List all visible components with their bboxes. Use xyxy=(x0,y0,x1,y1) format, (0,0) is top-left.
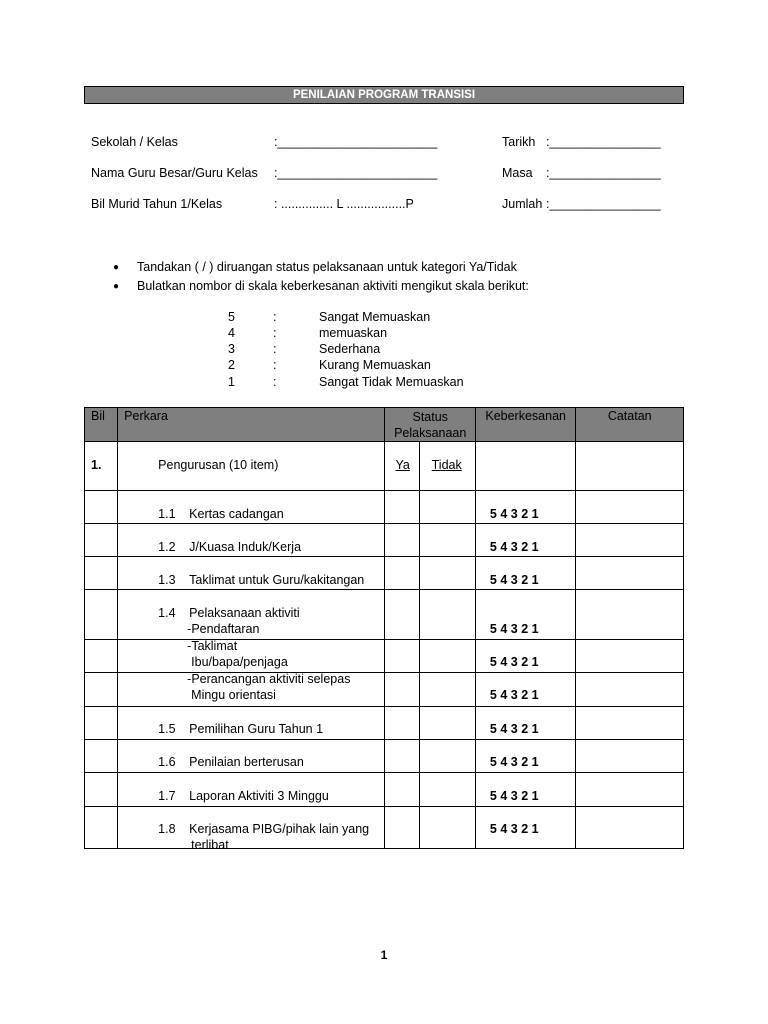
murid-label: Bil Murid Tahun 1/Kelas xyxy=(91,197,223,211)
guru-field[interactable]: :_______________________ xyxy=(274,166,438,180)
catatan-cell[interactable] xyxy=(576,707,684,740)
tidak-cell[interactable] xyxy=(419,590,475,640)
tidak-cell[interactable] xyxy=(419,524,475,557)
header-perkara: Perkara xyxy=(118,408,385,442)
table-row: 1.2 J/Kuasa Induk/Kerja 5 4 3 2 1 xyxy=(85,524,684,557)
catatan-cell[interactable] xyxy=(576,740,684,773)
page-number: 1 xyxy=(380,948,388,962)
tidak-cell[interactable] xyxy=(419,807,475,849)
scale-num: 2 xyxy=(228,358,235,372)
ya-header: Ya xyxy=(395,458,410,472)
bullet-icon: ● xyxy=(113,262,120,273)
ya-cell[interactable] xyxy=(385,557,419,590)
table-header-row xyxy=(85,408,684,442)
tidak-cell[interactable] xyxy=(419,557,475,590)
tidak-cell[interactable] xyxy=(419,491,475,524)
scale-num: 5 xyxy=(228,310,235,324)
tidak-cell[interactable] xyxy=(419,773,475,807)
rating-scale[interactable]: 5 4 3 2 1 xyxy=(489,688,539,702)
tidak-cell[interactable] xyxy=(419,640,475,673)
table-row: 1.8 Kerjasama PIBG/pihak lain yang terlibat 5 4 3 2 1 xyxy=(85,807,684,849)
table-row: -Taklimat Ibu/bapa/penjaga 5 4 3 2 1 xyxy=(85,640,684,673)
scale-sep: : xyxy=(273,326,277,340)
rating-scale[interactable]: 5 4 3 2 1 xyxy=(489,507,539,521)
scale-sep: : xyxy=(273,358,277,372)
ya-cell[interactable] xyxy=(385,640,419,673)
scale-sep: : xyxy=(273,342,277,356)
scale-label: Kurang Memuaskan xyxy=(319,358,431,372)
catatan-cell[interactable] xyxy=(576,557,684,590)
scale-num: 4 xyxy=(228,326,235,340)
scale-label: Sangat Tidak Memuaskan xyxy=(319,375,464,389)
section-title: Pengurusan (10 item) xyxy=(158,458,279,472)
ya-cell[interactable] xyxy=(385,491,419,524)
form-title: PENILAIAN PROGRAM TRANSISI xyxy=(84,86,684,104)
tidak-cell[interactable] xyxy=(419,740,475,773)
catatan-cell[interactable] xyxy=(576,807,684,849)
tarikh-field[interactable]: :________________ xyxy=(546,135,661,149)
catatan-cell[interactable] xyxy=(576,590,684,640)
ya-cell[interactable] xyxy=(385,590,419,640)
ya-cell[interactable] xyxy=(385,807,419,849)
scale-num: 1 xyxy=(228,375,235,389)
bullet-icon: ● xyxy=(113,281,120,292)
catatan-cell[interactable] xyxy=(576,524,684,557)
catatan-cell[interactable] xyxy=(576,773,684,807)
rating-scale[interactable]: 5 4 3 2 1 xyxy=(489,622,539,636)
rating-scale[interactable]: 5 4 3 2 1 xyxy=(489,722,539,736)
ya-cell[interactable] xyxy=(385,740,419,773)
header-status: Status Pelaksanaan xyxy=(385,408,475,442)
ya-cell[interactable] xyxy=(385,673,419,707)
guru-label: Nama Guru Besar/Guru Kelas xyxy=(91,166,258,180)
tidak-cell[interactable] xyxy=(419,673,475,707)
table-row xyxy=(85,442,684,491)
jumlah-label: Jumlah xyxy=(502,197,543,211)
murid-field[interactable]: : ............... L .................P xyxy=(274,197,414,211)
table-row: 1.1 Kertas cadangan 5 4 3 2 1 xyxy=(85,491,684,524)
sekolah-field[interactable]: :_______________________ xyxy=(274,135,438,149)
rating-scale[interactable]: 5 4 3 2 1 xyxy=(489,789,539,803)
sekolah-label: Sekolah / Kelas xyxy=(91,135,178,149)
scale-label: Sederhana xyxy=(319,342,381,356)
rating-scale[interactable]: 5 4 3 2 1 xyxy=(489,573,539,587)
scale-label: Sangat Memuaskan xyxy=(319,310,431,324)
catatan-cell[interactable] xyxy=(576,491,684,524)
rating-scale[interactable]: 5 4 3 2 1 xyxy=(489,655,539,669)
masa-field[interactable]: :________________ xyxy=(546,166,661,180)
section-number: 1. xyxy=(91,458,102,472)
scale-sep: : xyxy=(273,310,277,324)
header-bil: Bil xyxy=(85,408,118,442)
table-row: 1.6 Penilaian berterusan 5 4 3 2 1 xyxy=(85,740,684,773)
masa-label: Masa xyxy=(502,166,533,180)
header-catatan: Catatan xyxy=(576,408,684,442)
table-row: -Perancangan aktiviti selepas Mingu orientasi 5 4 3 2 1 xyxy=(85,673,684,707)
catatan-cell[interactable] xyxy=(576,673,684,707)
catatan-cell[interactable] xyxy=(576,640,684,673)
table-row: 1.4 Pelaksanaan aktiviti -Pendaftaran 5 4 3 2 1 xyxy=(85,590,684,640)
ya-cell[interactable] xyxy=(385,524,419,557)
table-row: 1.3 Taklimat untuk Guru/kakitangan 5 4 3 2 1 xyxy=(85,557,684,590)
ya-cell[interactable] xyxy=(385,707,419,740)
table-row: 1.7 Laporan Aktiviti 3 Minggu 5 4 3 2 1 xyxy=(85,773,684,807)
tidak-header: Tidak xyxy=(431,458,462,472)
instruction-2: Bulatkan nombor di skala keberkesanan aktiviti mengikut skala berikut: xyxy=(137,279,529,293)
ya-cell[interactable] xyxy=(385,773,419,807)
scale-sep: : xyxy=(273,375,277,389)
table-row: 1.5 Pemilihan Guru Tahun 1 5 4 3 2 1 xyxy=(85,707,684,740)
rating-scale[interactable]: 5 4 3 2 1 xyxy=(489,755,539,769)
header-keberkesanan: Keberkesanan xyxy=(475,408,576,442)
instruction-1: Tandakan ( / ) diruangan status pelaksanaan untuk kategori Ya/Tidak xyxy=(137,260,517,274)
jumlah-field[interactable]: :________________ xyxy=(546,197,661,211)
evaluation-table xyxy=(84,407,684,852)
scale-label: memuaskan xyxy=(319,326,388,340)
rating-scale[interactable]: 5 4 3 2 1 xyxy=(489,822,539,836)
scale-num: 3 xyxy=(228,342,235,356)
tidak-cell[interactable] xyxy=(419,707,475,740)
tarikh-label: Tarikh xyxy=(502,135,536,149)
rating-scale[interactable]: 5 4 3 2 1 xyxy=(489,540,539,554)
